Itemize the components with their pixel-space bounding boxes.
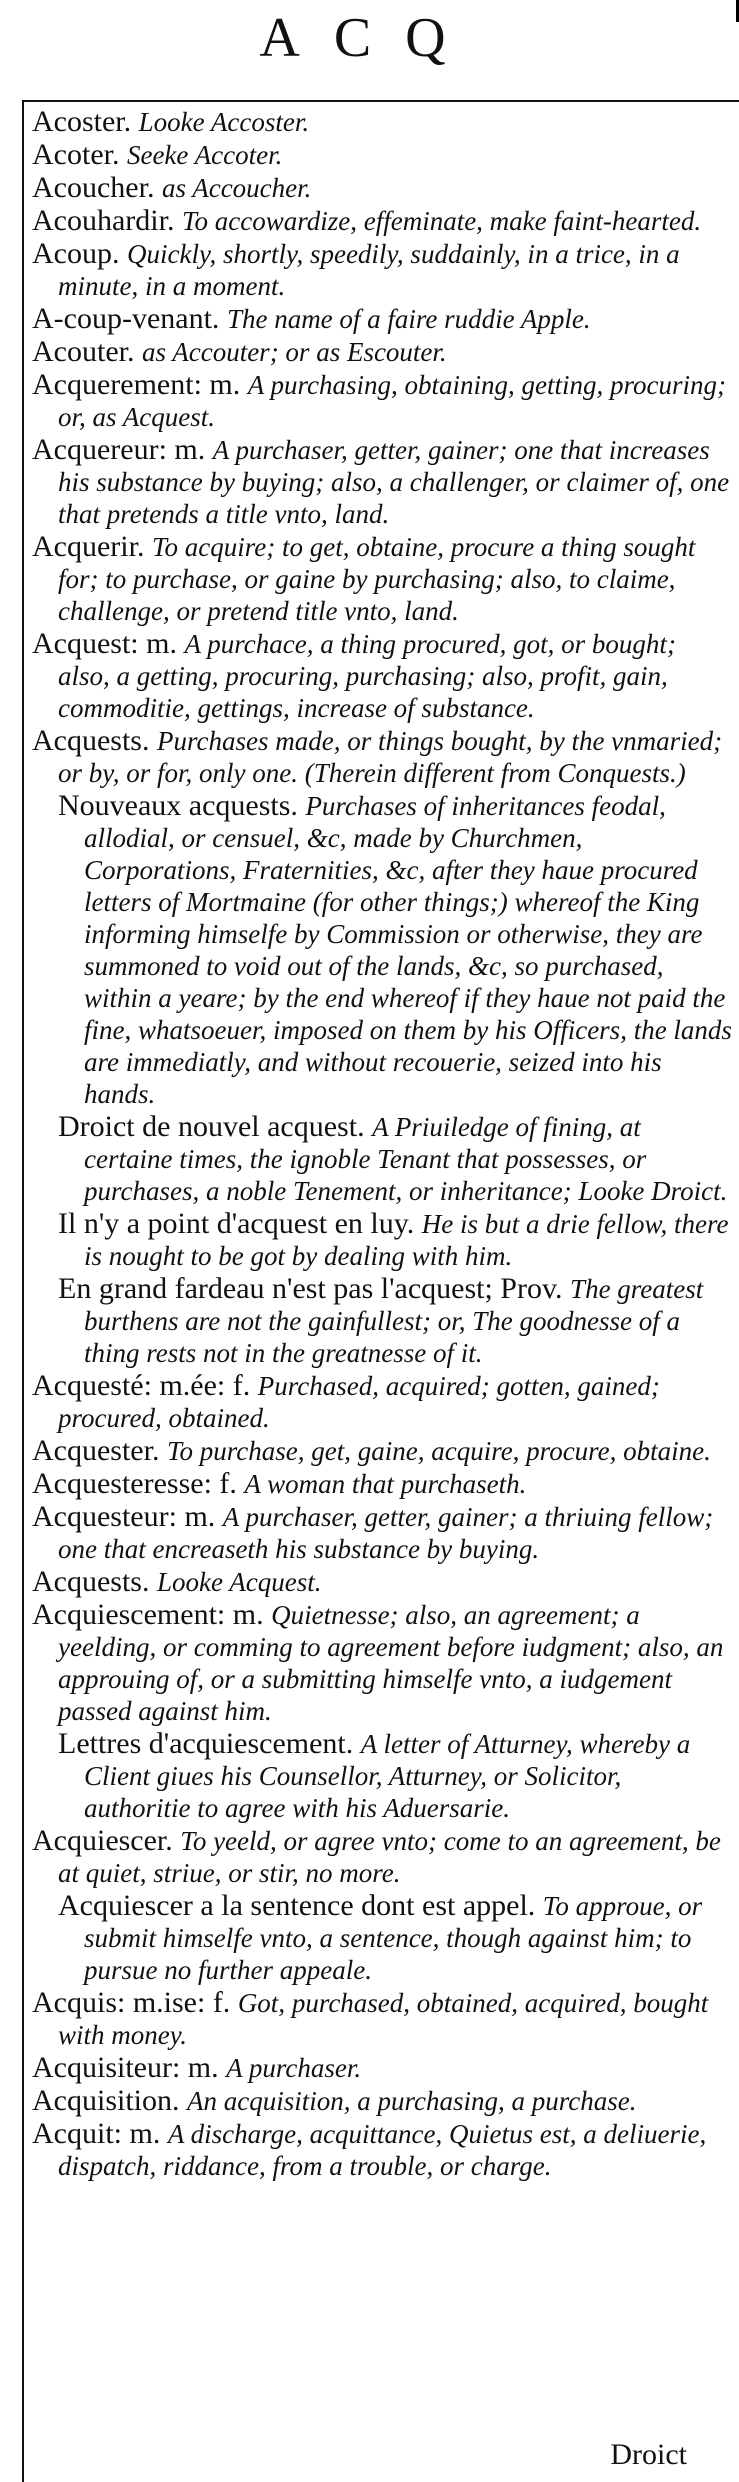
sub-entry (32, 1728, 732, 1824)
dictionary-entry (32, 1435, 732, 1467)
dictionary-entry (32, 531, 732, 627)
dictionary-entry (32, 1370, 732, 1434)
entry-headword: Acquereur: m. (32, 433, 206, 466)
entry-headword: Acquerir. (32, 530, 145, 563)
entry-headword: Lettres d'acquiescement. (58, 1727, 354, 1760)
dictionary-entry (32, 2085, 732, 2117)
dictionary-entry (32, 238, 732, 302)
entry-headword: Droict de nouvel acquest. (58, 1110, 365, 1143)
entry-headword: Il n'y a point d'acquest en luy. (58, 1207, 415, 1240)
entry-headword: Acquerement: m. (32, 368, 241, 401)
entry-headword: En grand fardeau n'est pas l'acquest; Prov. (58, 1272, 563, 1305)
sub-entry (32, 1273, 732, 1369)
page-header (0, 0, 739, 110)
entry-definition: A purchasing, obtaining, getting, procuring; or, as Acquest. (58, 370, 727, 432)
dictionary-entry (32, 369, 732, 433)
entry-definition: To approue, or submit himselfe vnto, a sentence, though against him; to pursue no further appeale. (84, 1891, 703, 1985)
entry-definition: Looke Accoster. (138, 107, 310, 137)
dictionary-entry (32, 2052, 732, 2084)
entry-headword: Acquisiteur: m. (32, 2051, 219, 2084)
entry-definition: Purchases of inheritances feodal, allodial, or censuel, &c, made by Churchmen, Corporations, Fraternities, &c, after they haue procured letters of Mortmaine (for other things;) whereof the King informing himselfe by Commission or otherwise, they are summoned to void out of the lands, &c, so purchased, within a yeare; by the end whereof if they haue not paid the fine, whatsoeuer, imposed on them by his Officers, the lands are immediatly, and without recouerie, seized into his hands. (84, 791, 732, 1109)
dictionary-entry (32, 1825, 732, 1889)
sub-entry (32, 1208, 732, 1272)
header-rule (22, 100, 739, 102)
entry-definition: Quickly, shortly, speedily, suddainly, in a trice, in a minute, in a moment. (58, 239, 680, 301)
dictionary-entry (32, 1501, 732, 1565)
entry-headword: Acoucher. (32, 171, 155, 204)
entry-headword: Acquesteur: m. (32, 1500, 216, 1533)
entry-definition: Seeke Accoter. (126, 140, 283, 170)
dictionary-entry (32, 434, 732, 530)
entry-headword: A-coup-venant. (32, 302, 220, 335)
entry-headword: Acquiescer. (32, 1824, 173, 1857)
entry-headword: Acquests. (32, 724, 150, 757)
entry-definition: Purchases made, or things bought, by the vnmaried; or by, or for, only one. (Therein different from Conquests.) (58, 726, 723, 788)
dictionary-entry (32, 2118, 732, 2182)
entry-definition: Looke Acquest. (156, 1567, 322, 1597)
dictionary-entry (32, 106, 732, 138)
entry-headword: Acquester. (32, 1434, 160, 1467)
entry-headword: Acoter. (32, 138, 120, 171)
entry-definition: Got, purchased, obtained, acquired, bought with money. (58, 1988, 709, 2050)
dictionary-entry (32, 139, 732, 171)
dictionary-entry (32, 205, 732, 237)
entry-headword: Acquis: m.ise: f. (32, 1986, 231, 2019)
column-rule (22, 100, 24, 2482)
entry-definition: To yeeld, or agree vnto; come to an agreement, be at quiet, striue, or stir, no more. (58, 1826, 721, 1888)
entry-definition: A purchaser, getter, gainer; one that increases his substance by buying; also, a challenger, or claimer of, one that pretends a title vnto, land. (58, 435, 730, 529)
entry-definition: An acquisition, a purchasing, a purchase. (187, 2086, 637, 2116)
entry-headword: Acquit: m. (32, 2117, 161, 2150)
entry-definition: To accowardize, effeminate, make faint-hearted. (181, 206, 702, 236)
entry-definition: Quietnesse; also, an agreement; a yeelding, or comming to agreement before iudgment; also, an approuing of, or a submitting himselfe vnto, a iudgement passed against him. (58, 1600, 724, 1726)
dictionary-entry (32, 336, 732, 368)
sub-entry (32, 1111, 732, 1207)
entry-headword: Acquest: m. (32, 627, 177, 660)
dictionary-entry (32, 725, 732, 789)
entry-definition: as Accouter; or as Escouter. (141, 337, 447, 367)
entry-definition: A woman that purchaseth. (244, 1469, 527, 1499)
entry-headword: Acquesteresse: f. (32, 1467, 237, 1500)
entry-definition: To purchase, get, gaine, acquire, procure, obtaine. (166, 1436, 711, 1466)
sub-entry (32, 1890, 732, 1986)
dictionary-entry (32, 1468, 732, 1500)
entry-headword: Acquesté: m.ée: f. (32, 1369, 251, 1402)
dictionary-entry (32, 1987, 732, 2051)
entry-definition: The greatest burthens are not the gainfullest; or, The goodnesse of a thing rests not in the greatnesse of it. (84, 1274, 704, 1368)
entry-definition: A discharge, acquittance, Quietus est, a deliuerie, dispatch, riddance, from a trouble, or charge. (58, 2119, 707, 2181)
entry-definition: The name of a faire ruddie Apple. (226, 304, 591, 334)
entry-definition: A purchace, a thing procured, got, or bought; also, a getting, procuring, purchasing; also, profit, gain, commoditie, gettings, increase of substance. (58, 629, 676, 723)
entry-definition: He is but a drie fellow, there is nought to be got by dealing with him. (84, 1209, 729, 1271)
dictionary-entry (32, 1566, 732, 1598)
entry-definition: A purchaser. (226, 2053, 362, 2083)
entry-headword: Acouter. (32, 335, 135, 368)
entry-definition: A letter of Atturney, whereby a Client giues his Counsellor, Atturney, or Solicitor, authoritie to agree with his Aduersarie. (84, 1729, 691, 1823)
entry-headword: Acouhardir. (32, 204, 175, 237)
entry-definition: A Priuiledge of fining, at certaine times, the ignoble Tenant that possesses, or purchases, a noble Tenement, or inheritance; Looke Droict. (84, 1112, 728, 1206)
dictionary-entry (32, 628, 732, 724)
catchword: Droict (610, 2438, 687, 2471)
entry-headword: Acquiescer a la sentence dont est appel. (58, 1889, 536, 1922)
entry-headword: Acoster. (32, 105, 132, 138)
entry-headword: Acoup. (32, 237, 120, 270)
dictionary-entry (32, 303, 732, 335)
entry-definition: Purchased, acquired; gotten, gained; procured, obtained. (58, 1371, 660, 1433)
entry-headword: Acquisition. (32, 2084, 180, 2117)
entry-definition: as Accoucher. (161, 173, 312, 203)
entry-headword: Nouveaux acquests. (58, 789, 298, 822)
dictionary-entry (32, 172, 732, 204)
entry-column (32, 106, 732, 2183)
running-headword: ACQ (259, 7, 480, 69)
sub-entry (32, 790, 732, 1110)
dictionary-entry (32, 1599, 732, 1727)
entry-definition: A purchaser, getter, gainer; a thriuing fellow; one that encreaseth his substance by buying. (58, 1502, 714, 1564)
entry-definition: To acquire; to get, obtaine, procure a thing sought for; to purchase, or gaine by purchasing; also, to claime, challenge, or pretend title vnto, land. (58, 532, 696, 626)
entry-headword: Acquiescement: m. (32, 1598, 264, 1631)
entry-headword: Acquests. (32, 1565, 150, 1598)
